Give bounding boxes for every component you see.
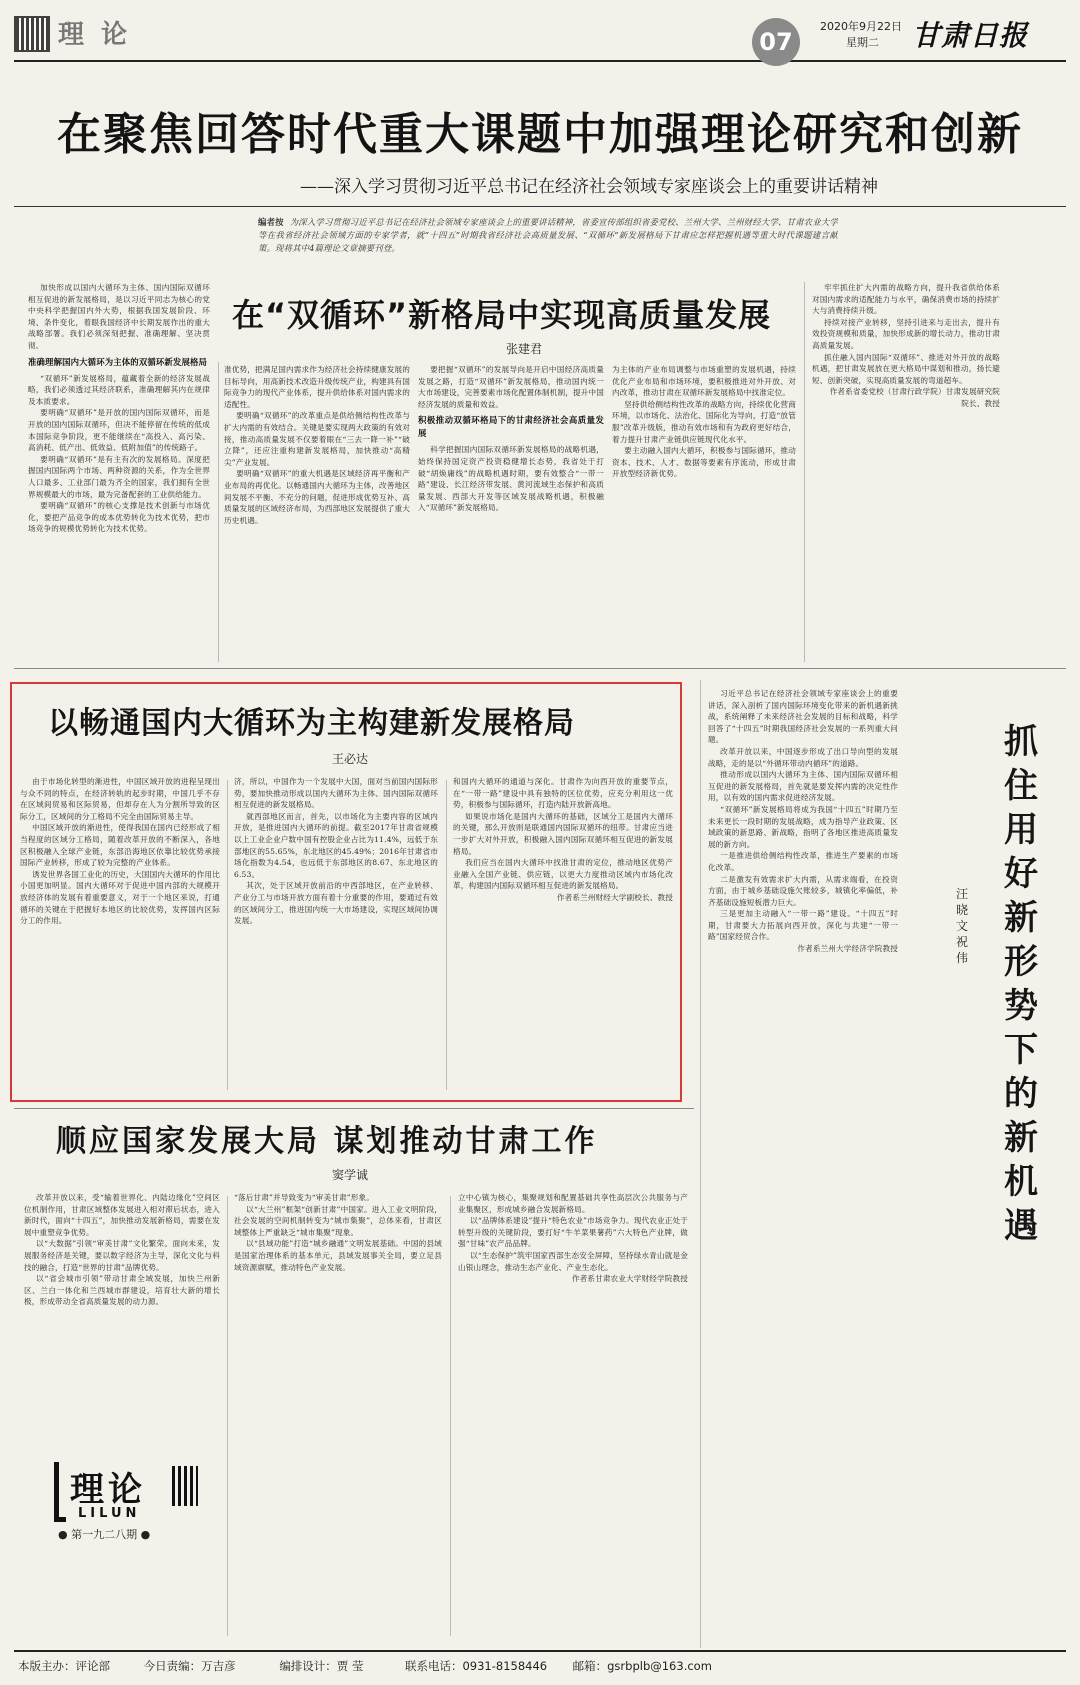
paragraph: 要明确“双循环”是有主有次的发展格局。深度把握国内国际两个市场、两种资源的关系，作为全世界人口最多、工业部门最为齐全的国家，我们拥有全世界规模最大的市场，最为完备配套的工业供给能力。 (28, 454, 210, 499)
article1-col4 (612, 364, 796, 660)
paragraph: 科学把握国内国际双循环新发展格局的战略机遇，始终保持国定资产投资稳健增长态势，我省处于打破“胡焕庸线”的战略机遇时期，要有效整合“一带一路”建设、长江经济带发展、黄河流域生态保护和高质量发展、西部大开发等区域发展战略机遇，积极融入“双循环”新发展格局。 (418, 445, 604, 513)
paragraph: 要明确“双循环”是开放的国内国际双循环，而是开放的国内国际双循环，但决不能停留在传统的低成本国际竞争阶段，更不能继续在“高投入、高污染、高消耗、低产出、低效益、低附加值”的传统路子。 (28, 408, 210, 453)
lilun-issue: ● 第一九二八期 ● (58, 1528, 151, 1541)
paragraph: 要主动融入国内大循环，积极参与国际循环，推动资本、技术、人才、数据等要素有序流动，形成甘肃开放型经济新优势。 (612, 446, 796, 479)
paragraph: “双循环”新发展格局将成为我国“十四五”时期乃至未来更长一段时期的发展战略，成为指导产业政策、区域政策的新思路、新战略，指明了各地区推进高质量发展的新方向。 (708, 804, 898, 849)
column-divider (446, 780, 447, 1090)
column-divider (450, 1196, 451, 1636)
page-number: 07 (752, 18, 800, 66)
column-divider (218, 362, 219, 662)
article3-col2 (234, 1192, 442, 1636)
subheading: 积极推动双循环格局下的甘肃经济社会高质量发展 (418, 415, 604, 439)
article3-col3 (458, 1192, 688, 1636)
article2-col1 (20, 776, 220, 1094)
lilun-badge (54, 1462, 204, 1544)
article1-col1 (28, 282, 210, 660)
lilun-pinyin: LILUN (78, 1506, 141, 1521)
footer-phone: 联系电话：0931-8158446 (404, 1659, 548, 1673)
paragraph: 以“生态保护”筑牢国家西部生态安全屏障，坚持绿水青山就是金山银山理念，推动生态产业化、产业生态化。 (458, 1250, 688, 1272)
headline-rule (14, 206, 1066, 207)
paragraph: 要把握“双循环”的发展导向是开启中国经济高质量发展之路，打造“双循环”新发展格局，推动国内统一大市场建设，完善要素市场化配置体制机制，提升中国经济发展的质量和效益。 (418, 365, 604, 409)
paragraph: 准优势，把满足国内需求作为经济社会持续健康发展的目标导向，用高新技术改造升级传统产业，构建具有国际竞争力的现代产业体系，提升供给体系对国内需求的适配性。 (224, 365, 410, 409)
paragraph: 推动形成以国内大循环为主体、国内国际双循环相互促进的新发展格局，首先就是要发挥内需的决定性作用，以有效的国内需求促进经济发展。 (708, 770, 898, 803)
paragraph: 立中心镇为核心，集聚规划和配置基础共享性高层次公共服务与产业集聚区，形成城乡融合发展新格局。 (458, 1193, 688, 1214)
article4-title (994, 720, 1048, 1248)
article3-author: 窦学诚 (331, 1168, 368, 1182)
paragraph: 作者系省委党校（甘肃行政学院）甘肃发展研究院院长、教授 (829, 387, 1000, 408)
paragraph: 一是推进供给侧结构性改革，推进生产要素的市场化改革。 (708, 851, 898, 872)
article1-title: 在“双循环”新格局中实现高质量发展 (232, 296, 772, 334)
article2-author: 王必达 (331, 752, 368, 766)
paragraph: 作者系兰州财经大学副校长、教授 (556, 892, 673, 902)
paragraph: 改革开放以来，受“输着世界化、内陆边缘化”空间区位机制作用，甘肃区域整体发展进入相对滞后状态，进入新时代，面向“十四五”，加快推动发展新格局，需要在发展中重塑竞争优势。 (24, 1193, 220, 1237)
article-rule (14, 668, 1066, 669)
paragraph: 中国区域开放的渐进性，使得我国在国内已经形成了相当程度的区域分工格局，随着改革开放的不断深入，各地区积极融入全球产业链，东部沿海地区依靠比较优势承接国际产业转移，形成了较为完整的产业体系。 (20, 823, 220, 868)
lilun-word: 理论 (70, 1470, 146, 1510)
article3-title: 顺应国家发展大局 谋划推动甘肃工作 (56, 1124, 598, 1159)
paragraph: 改革开放以来，中国逐步形成了出口导向型的发展战略，走的是以“外循环带动内循环”的道路。 (708, 746, 898, 768)
article1-col2 (224, 364, 410, 660)
article1-author: 张建君 (505, 342, 542, 356)
paragraph: 坚持供给侧结构性改革的战略方向，持续优化营商环境，以市场化、法治化、国际化为导向，打造“放管服”改革升级版，推动有效市场和有为政府更好结合，着力提升甘肃产业链供应链现代化水平。 (612, 399, 796, 444)
paragraph: 持续对接产业转移，坚持引进来与走出去，提升有效投资规模和质量，加快形成新的增长动力，推动甘肃高质量发展。 (812, 317, 1000, 350)
paragraph: 要明确“双循环”的重大机遇是区域经济再平衡和产业布局的再优化。以畅通国内大循环为主体，改善地区间发展不平衡、不充分的问题，促进形成优势互补、高质量发展的区域经济布局，为西部地区发展提供了重大历史机遇。 (224, 469, 410, 525)
article4-col1 (708, 688, 898, 1636)
issue-weekday: 星期二 (846, 36, 879, 49)
editor-note-text: 为深入学习贯彻习近平总书记在经济社会领域专家座谈会上的重要讲话精神，省委宣传部组织省委党校、兰州大学、兰州财经大学、甘肃农业大学等在我省经济社会领域方面的专家学者，就“十四五”时期我省经济社会高质量发展、“双循环”新发展格局下甘肃应怎样把握机遇等重大时代课题建言献策。现将其中4篇理论文章摘要刊登。 (258, 217, 838, 253)
footer-bar (18, 1658, 1062, 1674)
paragraph: “双循环”新发展格局，蕴藏着全新的经济发展战略，我们必须透过其经济联系，准确理解其内在规律及本质要求。 (28, 373, 210, 406)
paragraph: 以“品牌体系建设”提升“特色农业”市场竞争力。现代农业正处于转型升级的关键阶段，要打好“牛羊菜果薯药”六大特色产业牌，做强“甘味”农产品品牌。 (458, 1216, 688, 1249)
subheading: 准确理解国内大循环为主体的双循环新发展格局 (28, 356, 208, 367)
paragraph: 以“省会城市引领”带动甘肃全域发展，加快兰州新区、兰白一体化和兰西城市群建设，培育壮大新的增长极，形成带动全省高质量发展的动力源。 (24, 1274, 220, 1307)
paragraph: 作者系甘肃农业大学财经学院教授 (571, 1274, 688, 1284)
article2-col3 (453, 776, 673, 1094)
article4-title-text: 抓住用好新形势下的新机遇 (1004, 722, 1038, 1246)
footer-rule (14, 1650, 1066, 1652)
article-rule (14, 1108, 694, 1109)
header-rule (14, 60, 1066, 62)
sub-headline: ——深入学习贯彻习近平总书记在经济社会领域专家座谈会上的重要讲话精神 (300, 177, 878, 197)
article1-col5 (812, 282, 1000, 660)
paragraph: 其次，处于区域开放前沿的中西部地区，在产业转移、产业分工与市场开放方面有着十分重要的作用，要通过有效的区域间分工，推进国内统一大市场建设，实现区域间协调发展。 (234, 881, 438, 926)
qr-code-icon (14, 16, 50, 52)
column-divider (227, 780, 228, 1090)
paragraph: 二是激发有效需求扩大内需，从需求端看，在投资方面，由于城乡基础设施欠账较多，城镇化率偏低，补齐基础设施短板潜力巨大。 (708, 874, 898, 907)
paragraph: 三是更加主动融入“一带一路”建设。“十四五”时期，甘肃要大力拓展向西开放，深化与共建“一带一路”国家经贸合作。 (708, 909, 898, 942)
paragraph: 要明确“双循环”的改革重点是供给侧结构性改革与扩大内需的有效结合。关键是要实现两大政策的有效对接，推动高质量发展不仅要着眼在“三去一降一补”“破立降”，还应注重构建新发展格局，加快推动“高精尖”产业发展。 (224, 411, 410, 467)
paragraph: 加快形成以国内大循环为主体、国内国际双循环相互促进的新发展格局，是以习近平同志为核心的党中央科学把握国内外大势，根据我国发展阶段、环境、条件变化，着眼我国经济中长期发展作出的重大战略部署。我们必须深刻把握、准确理解、坚决贯彻。 (28, 283, 210, 350)
paragraph: 牢牢抓住扩大内需的战略方向，提升我省供给体系对国内需求的适配能力与水平，确保消费市场的持续扩大与消费持续升级。 (812, 283, 1000, 316)
column-divider (700, 680, 701, 1648)
column-divider (227, 1196, 228, 1636)
footer-designer: 编排设计：贾 莹 (279, 1659, 364, 1673)
paragraph: 济，所以，中国作为一个发展中大国，面对当前国内国际形势，要加快推动形成以国内大循环为主体、国内国际双循环相互促进的新发展格局。 (234, 777, 438, 810)
issue-date: 2020年9月22日 (820, 20, 902, 33)
paragraph: 和国内大循环的通道与深化。甘肃作为向西开放的重要节点，在“一带一路”建设中具有独特的区位优势，应充分利用这一优势，积极参与国际循环，打造内陆开放新高地。 (453, 777, 673, 810)
column-divider (804, 282, 805, 662)
paragraph: 习近平总书记在经济社会领域专家座谈会上的重要讲话，深入剖析了国内国际环境变化带来的新机遇新挑战，系统阐释了未来经济社会发展的目标和战略，科学回答了“十四五”时期我国经济社会发展的一系列重大问题。 (708, 689, 898, 745)
article2-title: 以畅通国内大循环为主构建新发展格局 (48, 706, 575, 741)
paragraph: 抓住融入国内国际“双循环”、推进对外开放的战略机遇，把甘肃发展放在更大格局中谋划和推动，扬长避短、创新突破，实现高质量发展的弯道超车。 (812, 352, 1000, 385)
article2-col2 (234, 776, 438, 1094)
main-headline: 在聚焦回答时代重大课题中加强理论研究和创新 (57, 109, 1023, 160)
article4-author: 汪晓文 祝伟 (956, 887, 969, 965)
paragraph: 如果说市场化是国内大循环的基础，区域分工是国内大循环的关键，那么开放则是联通国内国际双循环的纽带。甘肃应当进一步扩大对外开放，积极融入国内国际双循环相互促进的新发展格局。 (453, 811, 673, 856)
paragraph: 以“县域功能”打造“城乡融通”文明发展基础。中国的县域是国家治理体系的基本单元，县域发展事关全局，要立足县域资源禀赋，推动特色产业发展。 (234, 1239, 442, 1272)
masthead-logo: 甘肃日报 (912, 19, 1029, 52)
paragraph: 以“大兰州”框架“创新甘肃”中国家。进入工业文明阶段，社会发展的空间机制转变为“城市集聚”，总体来看，甘肃区域整体上严重缺乏“城市集聚”现象。 (234, 1204, 442, 1237)
section-name: 理 论 (58, 20, 132, 50)
editor-note (258, 216, 838, 270)
paragraph: 为主体的产业布局调整与市场重塑的发展机遇，持续优化产业布局和市场环境，要积极推进对外开放、对内改革，推动甘肃在双循环新发展格局中找准定位。 (612, 365, 796, 398)
article1-col3 (418, 364, 604, 660)
lilun-bars-icon (172, 1466, 198, 1506)
editor-note-label: 编者按 (258, 217, 284, 227)
paragraph: 由于市场化转型的渐进性，中国区域开放的进程呈现出与众不同的特点，在经济转轨的起步时期，中国几乎不存在区域间贸易和区际贸易，但却存在人为分割所导致的区际分工，区域间的分工格局不完全由国际贸易主导。 (20, 777, 220, 821)
paragraph: 以“大数据”引领“审美甘肃”文化繁荣。面向未来，发展服务经济是关键，要以数字经济为主导，深化文化与科技的融合，打造“世界的甘肃”品牌优势。 (24, 1239, 220, 1272)
footer-duty-editor: 今日责编：万吉彦 (143, 1659, 236, 1673)
article3-col1 (24, 1192, 220, 1452)
paragraph: 就西部地区而言，首先，以市场化为主要内容的区域内开放，是推进国内大循环的前提。截至2017年甘肃省规模以上工业企业户数中国有控股企业占比为11.4%，远低于东部地区的55.65%，东北地区的45.49%；2016年甘肃省市场化指数为4.54，也远低于东部地区的8.67、东北地区的6.53。 (234, 811, 438, 879)
footer-editor: 本版主办：评论部 (18, 1659, 110, 1673)
paragraph: “落后甘肃”并导致变为“审美甘肃”形象。 (234, 1193, 375, 1202)
paragraph: 作者系兰州大学经济学院教授 (797, 944, 898, 954)
footer-email[interactable]: 邮箱：gsrbplb@163.com (572, 1659, 712, 1673)
paragraph: 要明确“双循环”的核心支撑是技术创新与市场优化，要把产品竞争的成本优势转化为技术优势，把市场竞争的规模优势转化为技术优势。 (28, 501, 210, 534)
paragraph: 诱发世界各国工业化的历史，大国国内大循环的作用比小国更加明显。国内大循环对于促进中国内部的大规模开放经济体的发展有着重要意义，对于一个地区来说，打通循环的关键在于把握好本地区的比较优势，发挥国内区际分工的作用。 (20, 869, 220, 926)
paragraph: 我们应当在国内大循环中找准甘肃的定位，推动地区优势产业融入全国产业链、供应链，以更大力度推动区域内市场化改革，构建国内国际双循环相互促进的新发展格局。 (453, 858, 673, 891)
lilun-bracket-icon (54, 1462, 66, 1522)
